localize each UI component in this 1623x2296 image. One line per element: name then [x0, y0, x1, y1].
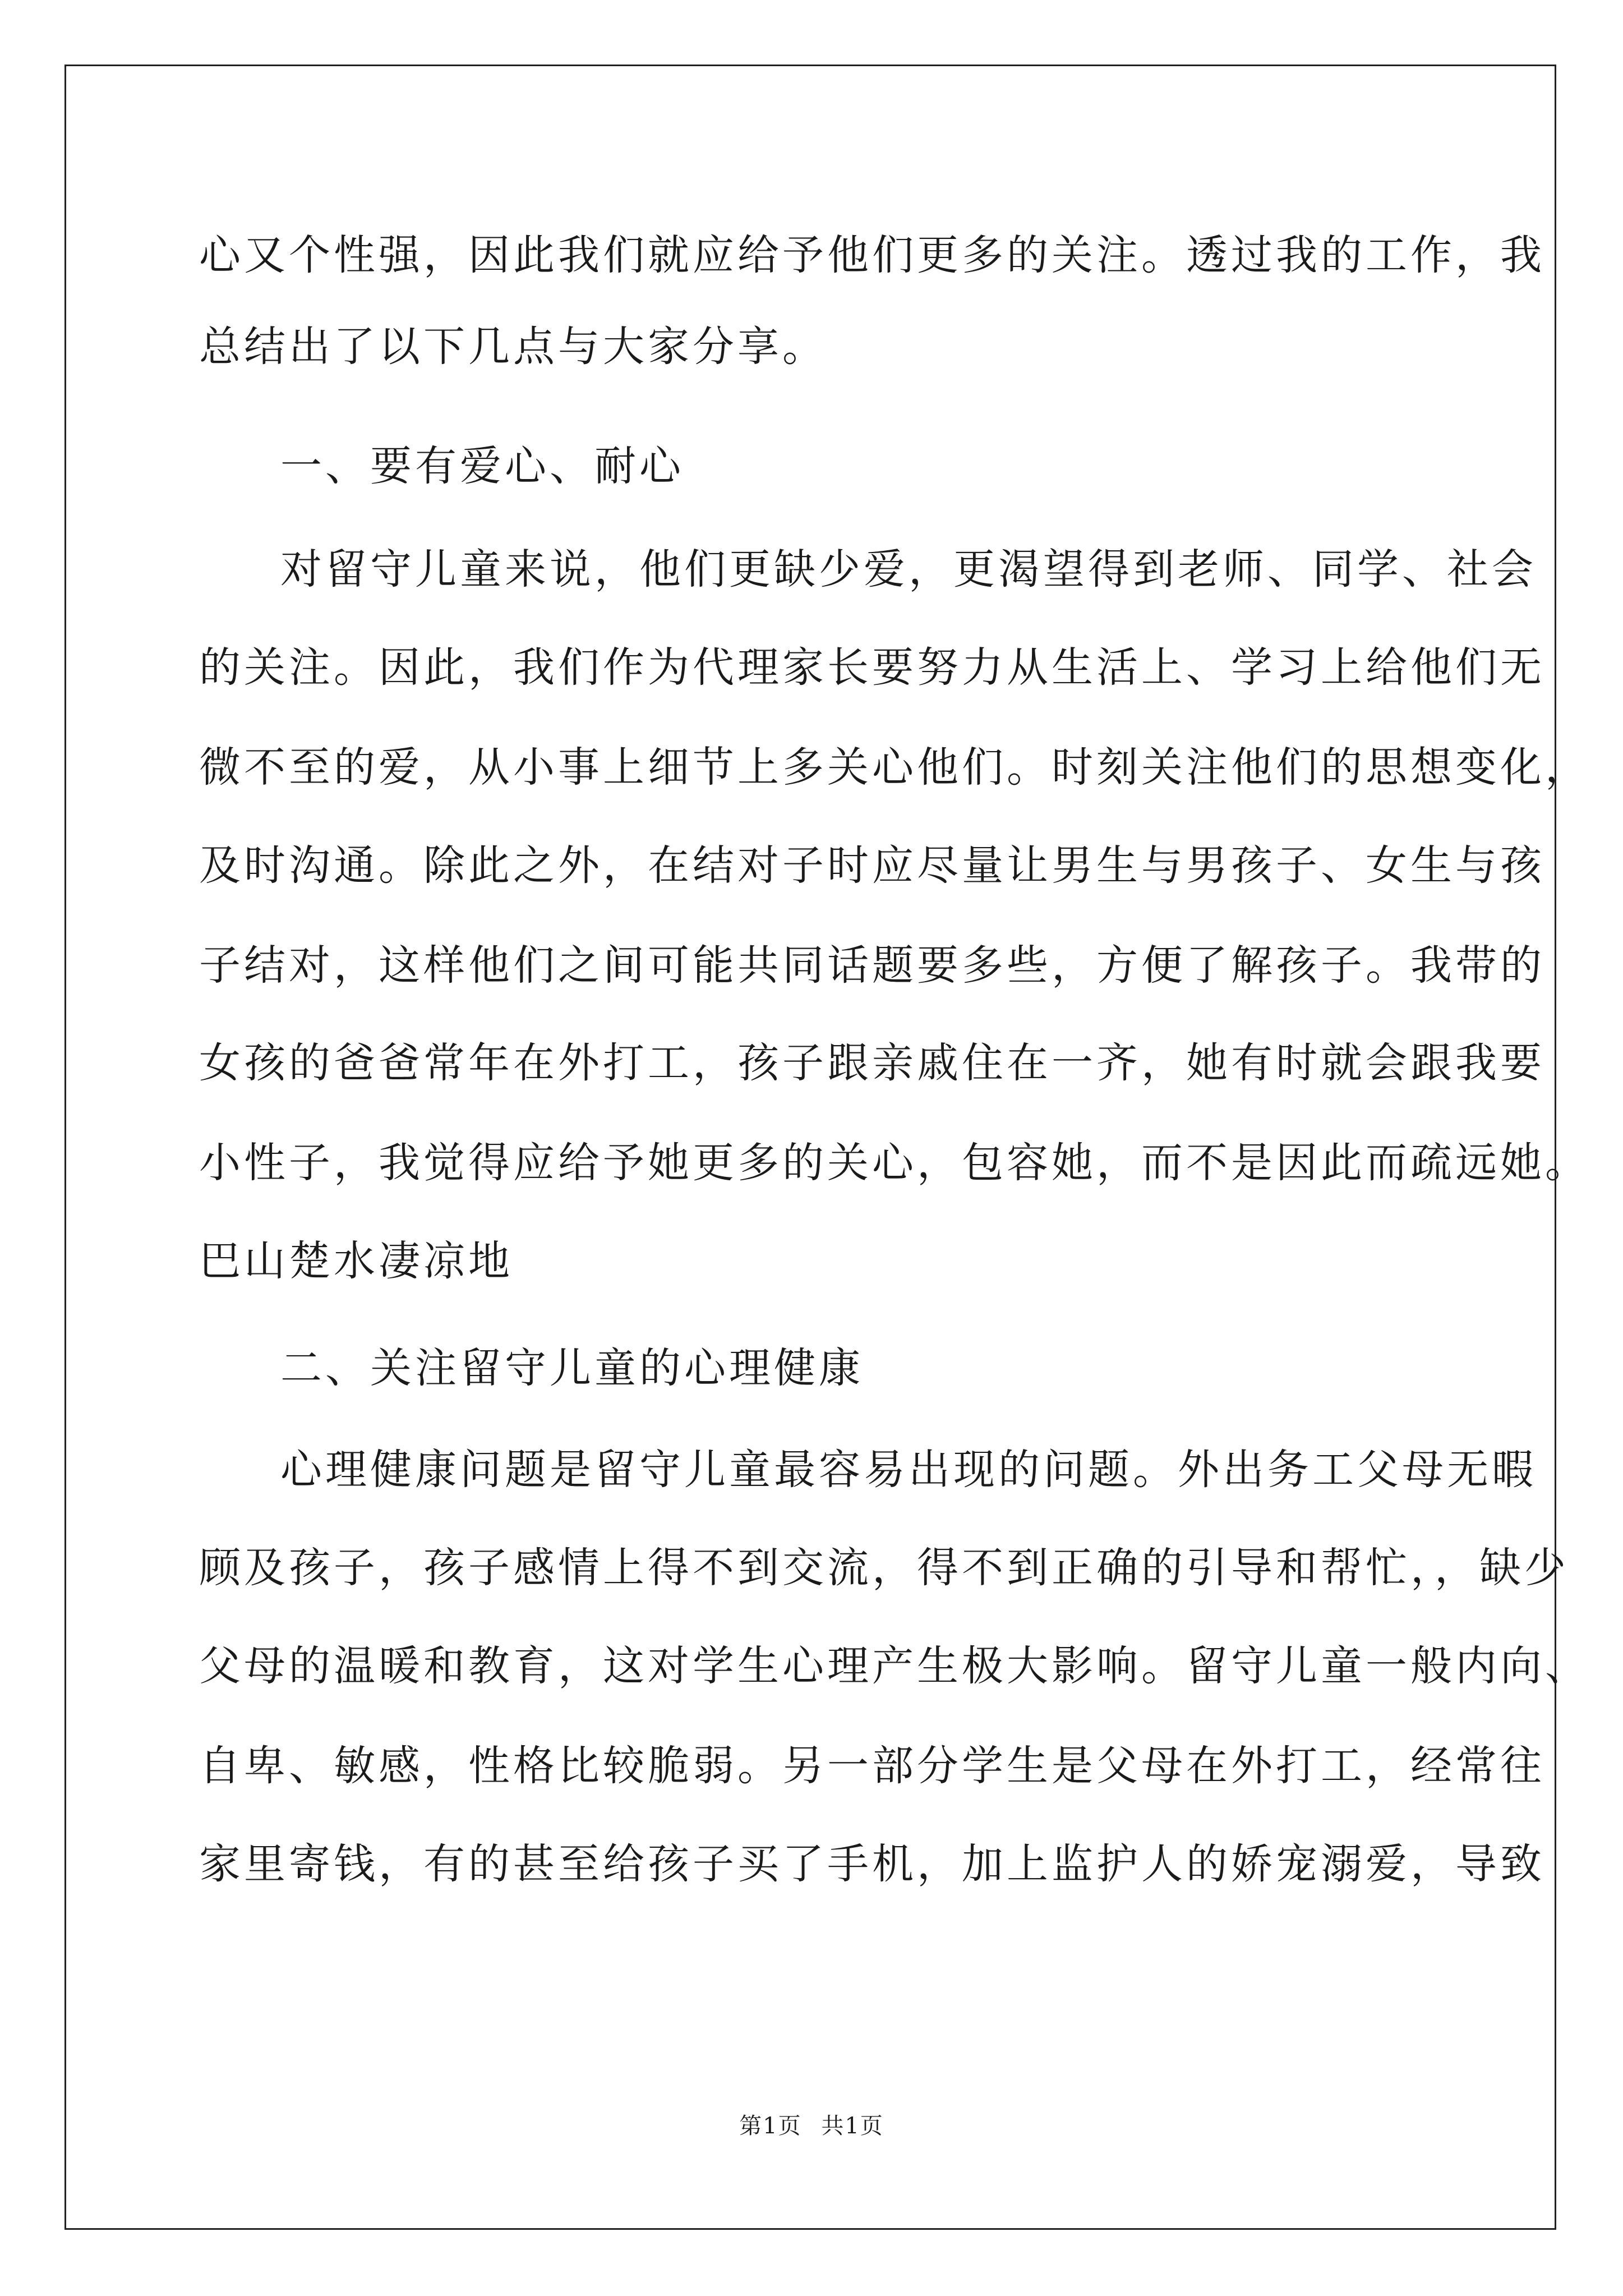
text-line: 微不至的爱，从小事上细节上多关心他们。时刻关注他们的思想变化， [199, 743, 1590, 792]
text-line: 的关注。因此，我们作为代理家长要努力从生活上、学习上给他们无 [199, 643, 1545, 692]
text-line: 巴山楚水凄凉地 [199, 1237, 513, 1285]
text-line: 父母的温暖和教育，这对学生心理产生极大影响。留守儿童一般内向、 [199, 1642, 1590, 1690]
page-total: 共1页 [821, 2113, 884, 2139]
section-heading: 二、关注留守儿童的心理健康 [280, 1344, 864, 1392]
text-line: 小性子，我觉得应给予她更多的关心，包容她，而不是因此而疏远她。 [199, 1139, 1590, 1187]
paragraph-first-line: 心理健康问题是留守儿童最容易出现的问题。外出务工父母无暇 [280, 1446, 1537, 1494]
text-line: 子结对，这样他们之间可能共同话题要多些，方便了解孩子。我带的 [199, 941, 1545, 990]
text-line: 总结出了以下几点与大家分享。 [199, 323, 827, 371]
text-line: 自卑、敏感，性格比较脆弱。另一部分学生是父母在外打工，经常往 [199, 1742, 1545, 1790]
text-line: 女孩的爸爸常年在外打工，孩子跟亲戚住在一齐，她有时就会跟我要 [199, 1039, 1545, 1087]
page-footer [0, 2109, 1623, 2143]
text-line: 顾及孩子，孩子感情上得不到交流，得不到正确的引导和帮忙，，缺少 [199, 1544, 1569, 1592]
paragraph-first-line: 对留守儿童来说，他们更缺少爱，更渴望得到老师、同学、社会 [280, 545, 1537, 593]
section-heading: 一、要有爱心、耐心 [280, 442, 684, 490]
text-line: 心又个性强，因此我们就应给予他们更多的关注。透过我的工作，我 [199, 231, 1545, 279]
text-line: 及时沟通。除此之外，在结对子时应尽量让男生与男孩子、女生与孩 [199, 841, 1545, 890]
page-number: 第1页 [739, 2113, 802, 2139]
text-line: 家里寄钱，有的甚至给孩子买了手机，加上监护人的娇宠溺爱，导致 [199, 1840, 1545, 1888]
